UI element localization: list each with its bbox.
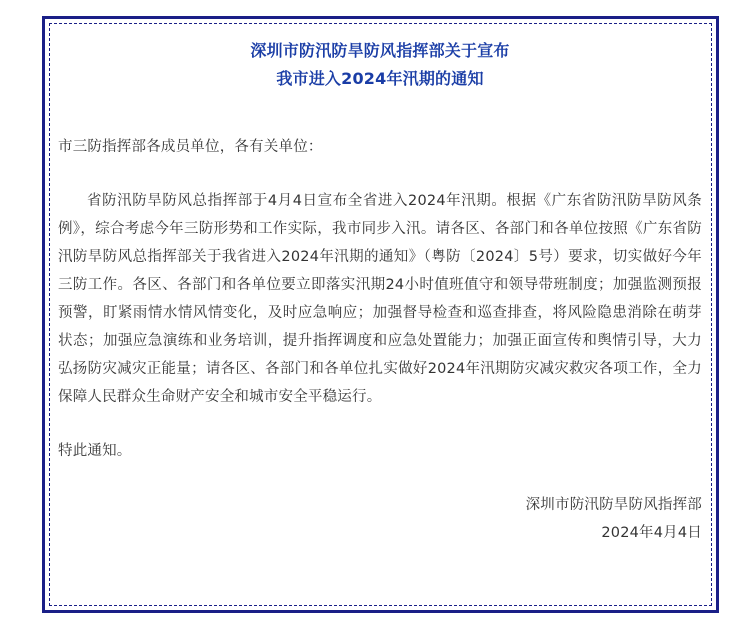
signature-organization: 深圳市防汛防旱防风指挥部 bbox=[525, 497, 702, 513]
notice-body: 省防汛防旱防风总指挥部于4月4日宣布全省进入2024年汛期。根据《广东省防汛防旱防风条例》，综合考虑今年三防形势和工作实际，我市同步入汛。请各区、各部门和各单位按照《广东省防汛防旱防风总指挥部关于我省进入2024年汛期的通知》（粤防〔2024〕5号）要求，切实做好今年三防工作。各区、各部门和各单位要立即落实汛期24小时值班值守和领导带班制度；加强监测预报预警，盯紧雨情水情风情变化，及时应急响应；加强督导检查和巡查排查，将风险隐患消除在萌芽状态；加强应急演练和业务培训，提升指挥调度和应急处置能力；加强正面宣传和舆情引导，大力弘扬防灾减灾正能量；请各区、各部门和各单位扎实做好2024年汛期防灾减灾救灾各项工作，全力保障人民群众生命财产安全和城市安全平稳运行。 bbox=[58, 193, 702, 405]
notice-content bbox=[58, 37, 702, 547]
notice-closing: 特此通知。 bbox=[58, 443, 132, 459]
notice-title bbox=[58, 37, 702, 93]
notice-frame bbox=[42, 16, 719, 613]
notice-title-line2: 我市进入2024年汛期的通知 bbox=[276, 69, 484, 88]
notice-signature bbox=[58, 491, 702, 547]
signature-date: 2024年4月4日 bbox=[601, 525, 702, 541]
notice-salutation: 市三防指挥部各成员单位，各有关单位： bbox=[58, 139, 323, 155]
notice-title-line1: 深圳市防汛防旱防风指挥部关于宣布 bbox=[250, 41, 510, 60]
